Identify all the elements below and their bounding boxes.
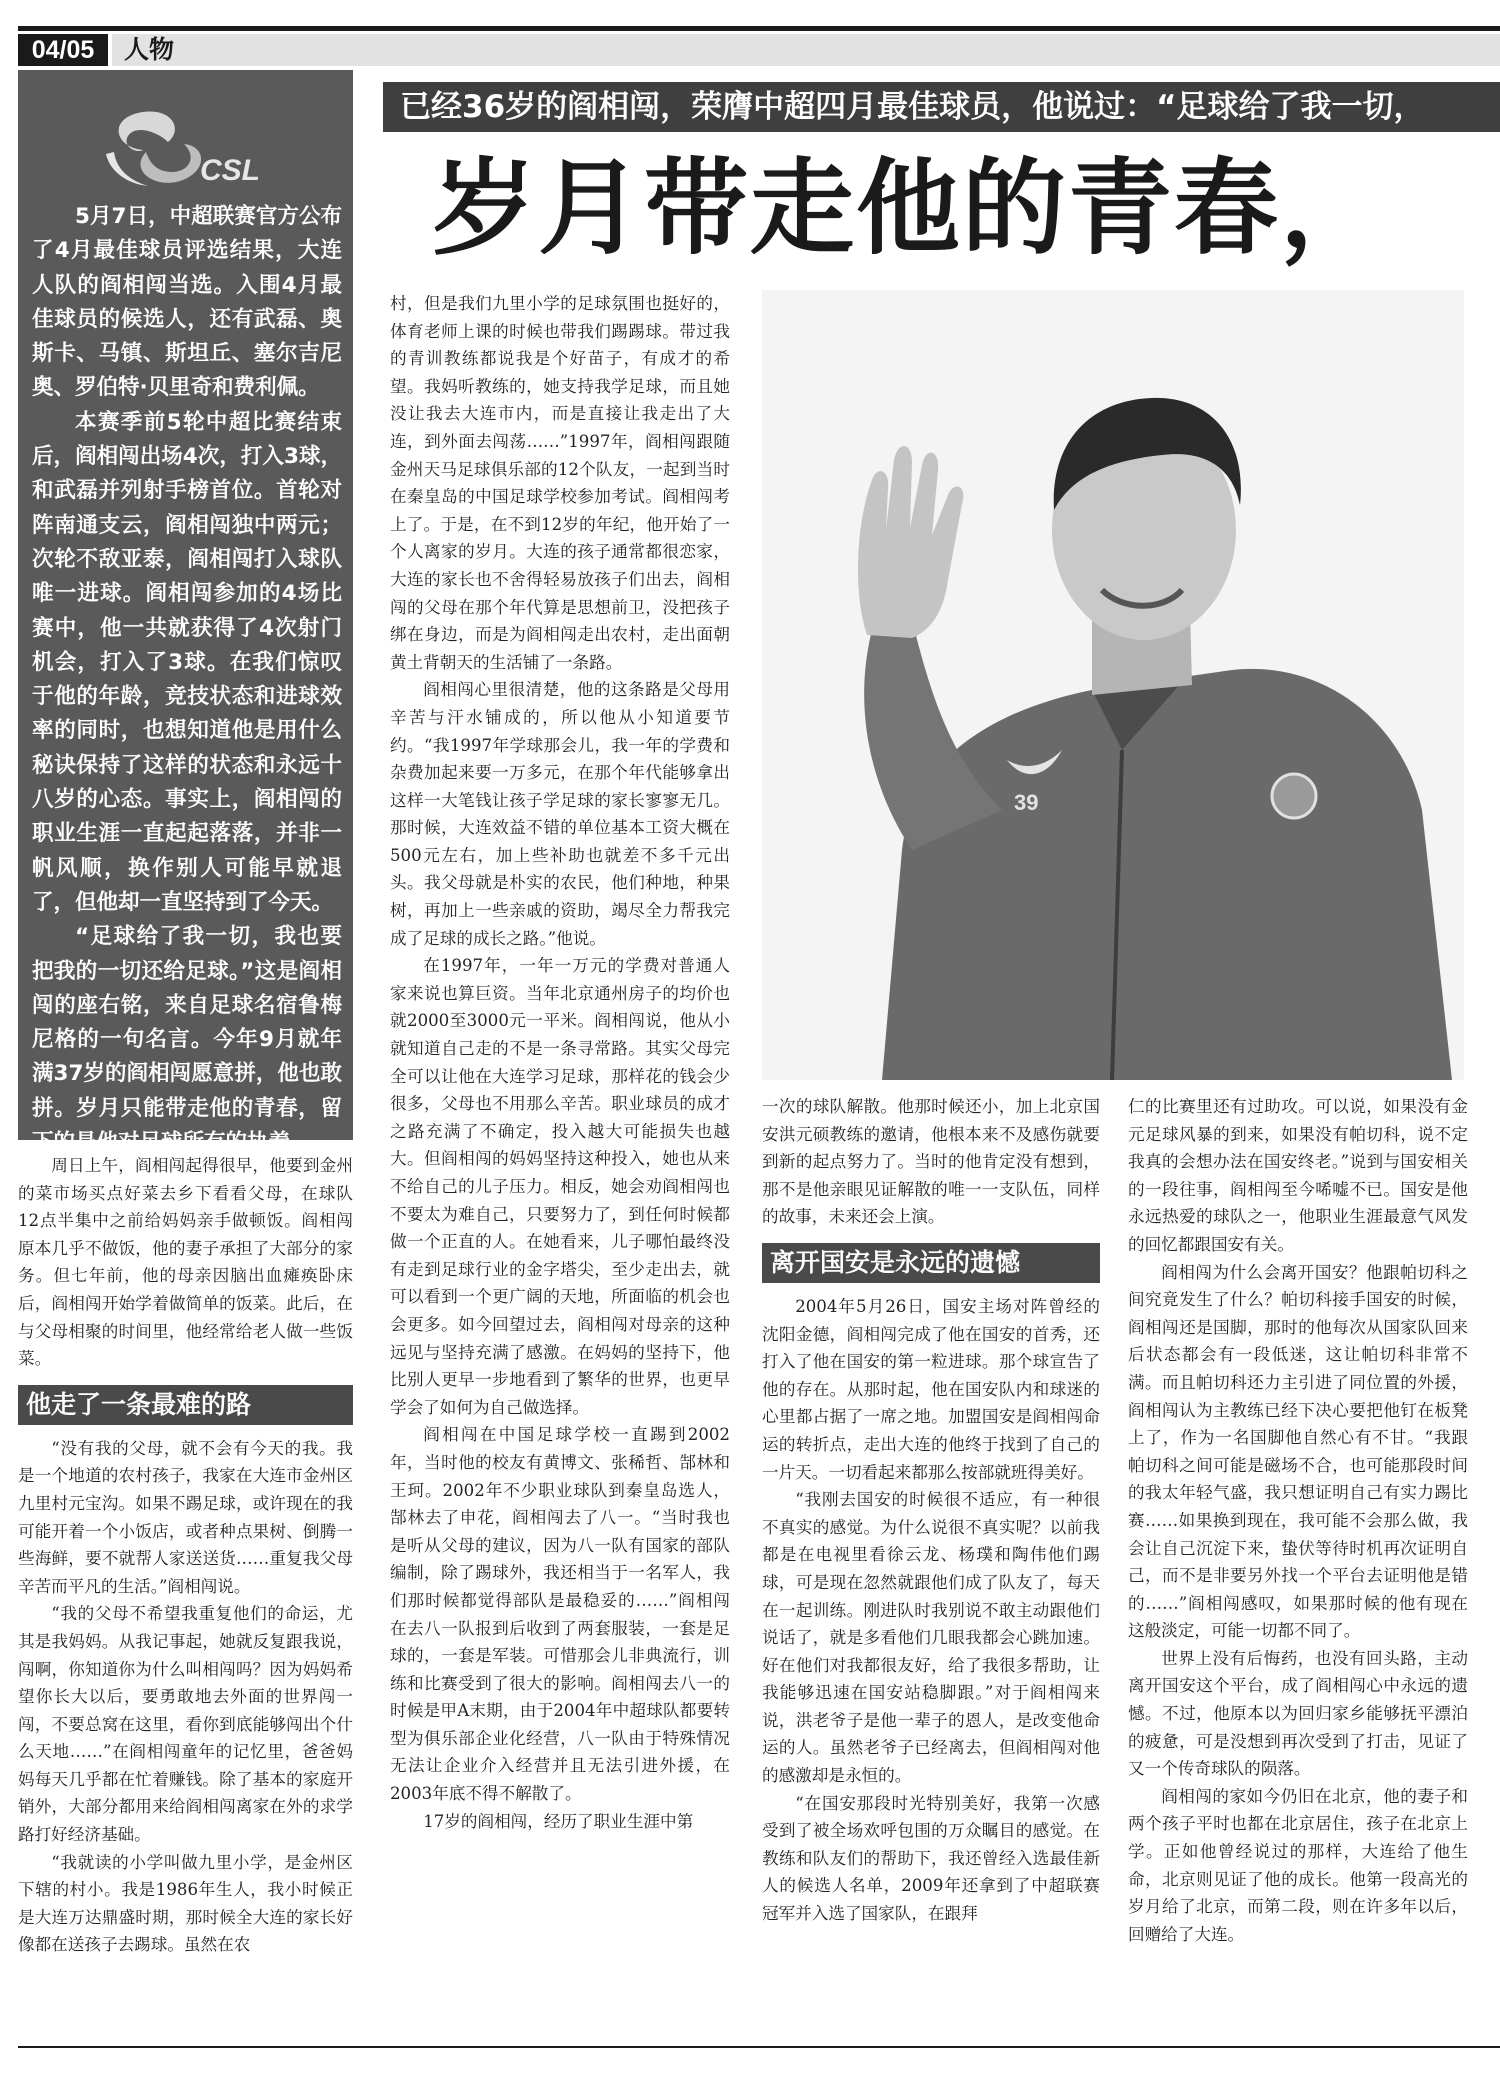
page-number: 04/05 [18,34,108,66]
article-paragraph: 阎相闯的家如今仍旧在北京，他的妻子和两个孩子平时也都在北京居住，孩子在北京上学。正如他曾经说过的那样，大连给了他生命，北京则见证了他的成长。他第一段高光的岁月给了北京，而第二段，则在许多年以后，回赠给了大连。 [1128,1786,1468,1944]
article-paragraph: 村，但是我们九里小学的足球氛围也挺好的，体育老师上课的时候也带我们踢踢球。带过我的青训教练都说我是个好苗子，有成才的希望。我妈听教练的，她支持我学足球，而且她没让我去大连市内，而是直接让我走出了大连，到外面去闯荡……”1997年，阎相闯跟随金州天马足球俱乐部的12个队友，一起到当时在秦皇岛的中国足球学校参加考试。阎相闯考上了。于是，在不到12岁的年纪，他开始了一个人离家的岁月。大连的孩子通常都很恋家，大连的家长也不舍得轻易放孩子们出去，阎相闯的父母在那个年代算是思想前卫，没把孩子绑在身边，而是为阎相闯走出农村，走出面朝黄土背朝天的生活铺了一条路。 [390,294,730,672]
sidebar-paragraph: 本赛季前5轮中超比赛结束后，阎相闯出场4次，打入3球，和武磊并列射手榜首位。首轮对阵南通支云，阎相闯独中两元；次轮不敌亚泰，阎相闯打入球队唯一进球。阎相闯参加的4场比赛中，他一共就获得了4次射门机会，打入了3球。在我们惊叹于他的年龄，竞技状态和进球效率的同时，也想知道他是用什么秘诀保持了这样的状态和永远十八岁的心态。事实上，阎相闯的职业生涯一直起起落落，并非一帆风顺，换作别人可能早就退了，但他却一直坚持到了今天。 [32,409,342,915]
column-3 [762,1093,1100,1928]
csl-logo [88,102,288,194]
article-paragraph: “我刚去国安的时候很不适应，有一种很不真实的感觉。为什么说很不真实呢？以前我都是在电视里看徐云龙、杨璞和陶伟他们踢球，可是现在忽然就跟他们成了队友了，每天在一起训练。刚进队时我别说不敢主动跟他们说话了，就是多看他们几眼我都会心跳加速。好在他们对我都很友好，给了我很多帮助，让我能够迅速在国安站稳脚跟。”对于阎相闯来说，洪老爷子是他一辈子的恩人，是改变他命运的人。虽然老爷子已经离去，但阎相闯对他的感激却是永恒的。 [762,1490,1100,1786]
column-4 [1128,1093,1468,1948]
article-paragraph: 阎相闯为什么会离开国安？他跟帕切科之间究竟发生了什么？帕切科接手国安的时候，阎相闯还是国脚，那时的他每次从国家队回来后状态都会有一段低迷，这让帕切科非常不满。而且帕切科还力主引进了同位置的外援，阎相闯认为主教练已经下决心要把他钉在板凳上了，作为一名国脚他自然心有不甘。“我跟帕切科之间可能是磁场不合，也可能那段时间的我太年轻气盛，我只想证明自己有实力踢比赛……如果换到现在，我可能不会那么做，我会让自己沉淀下来，蛰伏等待时机再次证明自己，而不是非要另外找一个平台去证明他是错的……”阎相闯感叹，如果那时候的他有现在这般淡定，可能一切都不同了。 [1128,1262,1468,1641]
headline-title: 岁月带走他的青春， [432,147,1387,269]
article-paragraph: 周日上午，阎相闯起得很早，他要到金州的菜市场买点好菜去乡下看看父母，在球队12点半集中之前给妈妈亲手做顿饭。阎相闯原本几乎不做饭，他的妻子承担了大部分的家务。但七年前，他的母亲因脑出血瘫痪卧床后，阎相闯开始学着做简单的饭菜。此后，在与父母相聚的时间里，他经常给老人做一些饭菜。 [18,1156,353,1369]
article-paragraph: 2004年5月26日，国安主场对阵曾经的沈阳金德，阎相闯完成了他在国安的首秀，还打入了他在国安的第一粒进球。那个球宣告了他的存在。从那时起，他在国安队内和球迷的心里都占据了一席之地。加盟国安是阎相闯命运的转折点，走出大连的他终于找到了自己的一片天。一切看起来都那么按部就班得美好。 [762,1296,1100,1482]
article-paragraph: “没有我的父母，就不会有今天的我。我是一个地道的农村孩子，我家在大连市金州区九里村元宝沟。如果不踢足球，或许现在的我可能开着一个小饭店，或者种点果树、倒腾一些海鲜，要不就帮人家送送货……重复我父母辛苦而平凡的生活。”阎相闯说。 [18,1438,353,1596]
sidebar-text [32,200,342,1160]
sidebar-paragraph: “足球给了我一切，我也要把我的一切还给足球。”这是阎相闯的座右铭，来自足球名宿鲁梅尼格的一句名言。今年9月就年满37岁的阎相闯愿意拼，他也敢拼。岁月只能带走他的青春，留下的是他对足球所有的执着。 [32,924,342,1156]
subtitle-1: 他走了一条最难的路 [18,1385,353,1425]
section-name: 人物 [124,35,175,64]
jersey-number: 39 [1014,790,1039,815]
article-paragraph: 17岁的阎相闯，经历了职业生涯中第 [423,1811,694,1831]
article-paragraph: 阎相闯在中国足球学校一直踢到2002年，当时他的校友有黄博文、张稀哲、郜林和王珂。2002年不少职业球队到秦皇岛选人，郜林去了申花，阎相闯去了八一。“当时我也是听从父母的建议，因为八一队有国家的部队编制，除了踢球外，我还相当于一名军人，我们那时候都觉得部队是最稳妥的……”阎相闯在去八一队报到后收到了两套服装，一套是足球的，一套是军装。可惜那会儿非典流行，训练和比赛受到了很大的影响。阎相闯去八一的时候是甲A末期，由于2004年中超球队都要转型为俱乐部企业化经营，八一队由于特殊情况无法让企业介入经营并且无法引进外援，在2003年底不得不解散了。 [390,1425,730,1804]
article-paragraph: 仁的比赛里还有过助攻。可以说，如果没有金元足球风暴的到来，如果没有帕切科，说不定我真的会想办法在国安终老。”说到与国安相关的一段往事，阎相闯至今唏嘘不已。国安是他永远热爱的球队之一，他职业生涯最意气风发的回忆都跟国安有关。 [1128,1097,1468,1254]
article-paragraph: 阎相闯心里很清楚，他的这条路是父母用辛苦与汗水铺成的，所以他从小知道要节约。“我1997年学球那会儿，我一年的学费和杂费加起来要一万多元，在那个年代能够拿出这样一大笔钱让孩子学足球的家长寥寥无几。那时候，大连效益不错的单位基本工资大概在500元左右，加上些补助也就差不多千元出头。我父母就是朴实的农民，他们种地，种果树，再加上一些亲戚的资助，竭尽全力帮我完成了足球的成长之路。”他说。 [390,680,730,948]
column-2 [390,290,730,1835]
subtitle-2: 离开国安是永远的遗憾 [762,1243,1100,1283]
column-1 [18,1152,353,1959]
article-paragraph: “在国安那段时光特别美好，我第一次感受到了被全场欢呼包围的万众瞩目的感觉。在教练和队友们的帮助下，我还曾经入选最佳新人的候选人名单，2009年还拿到了中超联赛冠军并入选了国家队，在跟拜 [762,1793,1100,1924]
article-paragraph: 一次的球队解散。他那时候还小，加上北京国安洪元硕教练的邀请，他根本来不及感伤就要到新的起点努力了。当时的他肯定没有想到，那不是他亲眼见证解散的唯一一支队伍，同样的故事，未来还会上演。 [762,1097,1100,1227]
section-bar [112,34,1500,66]
bottom-rule [18,2046,1500,2048]
article-paragraph: “我就读的小学叫做九里小学，是金州区下辖的村小。我是1986年生人，我小时候正是大连万达鼎盛时期，那时候全大连的家长好像都在送孩子去踢球。虽然在农 [18,1852,353,1955]
article-paragraph: 在1997年，一年一万元的学费对普通人家来说也算巨资。当年北京通州房子的均价也就2000至3000元一平米。阎相闯说，他从小就知道自己走的不是一条寻常路。其实父母完全可以让他在大连学习足球，那样花的钱会少很多，父母也不用那么辛苦。职业球员的成才之路充满了不确定，投入越大可能损失也越大。但阎相闯的妈妈坚持这种投入，她也从来不给自己的儿子压力。相反，她会劝阎相闯也不要太为难自己，只要努力了，到任何时候都做一个正直的人。在她看来，儿子哪怕最终没有走到足球行业的金字塔尖，至少走出去，就可以看到一个更广阔的天地，所面临的机会也会更多。如今回望过去，阎相闯对母亲的这种远见与坚持充满了感激。在妈妈的坚持下，他比别人更早一步地看到了繁华的世界，也更早学会了如何为自己做选择。 [390,956,730,1417]
csl-logo-text: CSL [200,154,260,187]
subhead: 已经36岁的阎相闯，荣膺中超四月最佳球员，他说过：“足球给了我一切， [400,89,1425,125]
sidebar-paragraph: 5月7日，中超联赛官方公布了4月最佳球员评选结果，大连人队的阎相闯当选。入围4月最佳球员的候选人，还有武磊、奥斯卡、马镇、斯坦丘、塞尔吉尼奥、罗伯特·贝里奇和费利佩。 [32,204,342,401]
article-paragraph: “我的父母不希望我重复他们的命运，尤其是我妈妈。从我记事起，她就反复跟我说，闯啊，你知道你为什么叫相闯吗？因为妈妈希望你长大以后，要勇敢地去外面的世界闯一闯，不要总窝在这里，看你到底能够闯出个什么天地……”在阎相闯童年的记忆里，爸爸妈妈每天几乎都在忙着赚钱。除了基本的家庭开销外，大部分都用来给阎相闯离家在外的求学路打好经济基础。 [18,1604,353,1845]
article-paragraph: 世界上没有后悔药，也没有回头路，主动离开国安这个平台，成了阎相闯心中永远的遗憾。不过，他原本以为回归家乡能够抚平漂泊的疲惫，可是没想到再次受到了打击，见证了又一个传奇球队的陨落。 [1128,1648,1468,1779]
top-rule [18,26,1500,31]
player-photo [762,290,1464,1080]
